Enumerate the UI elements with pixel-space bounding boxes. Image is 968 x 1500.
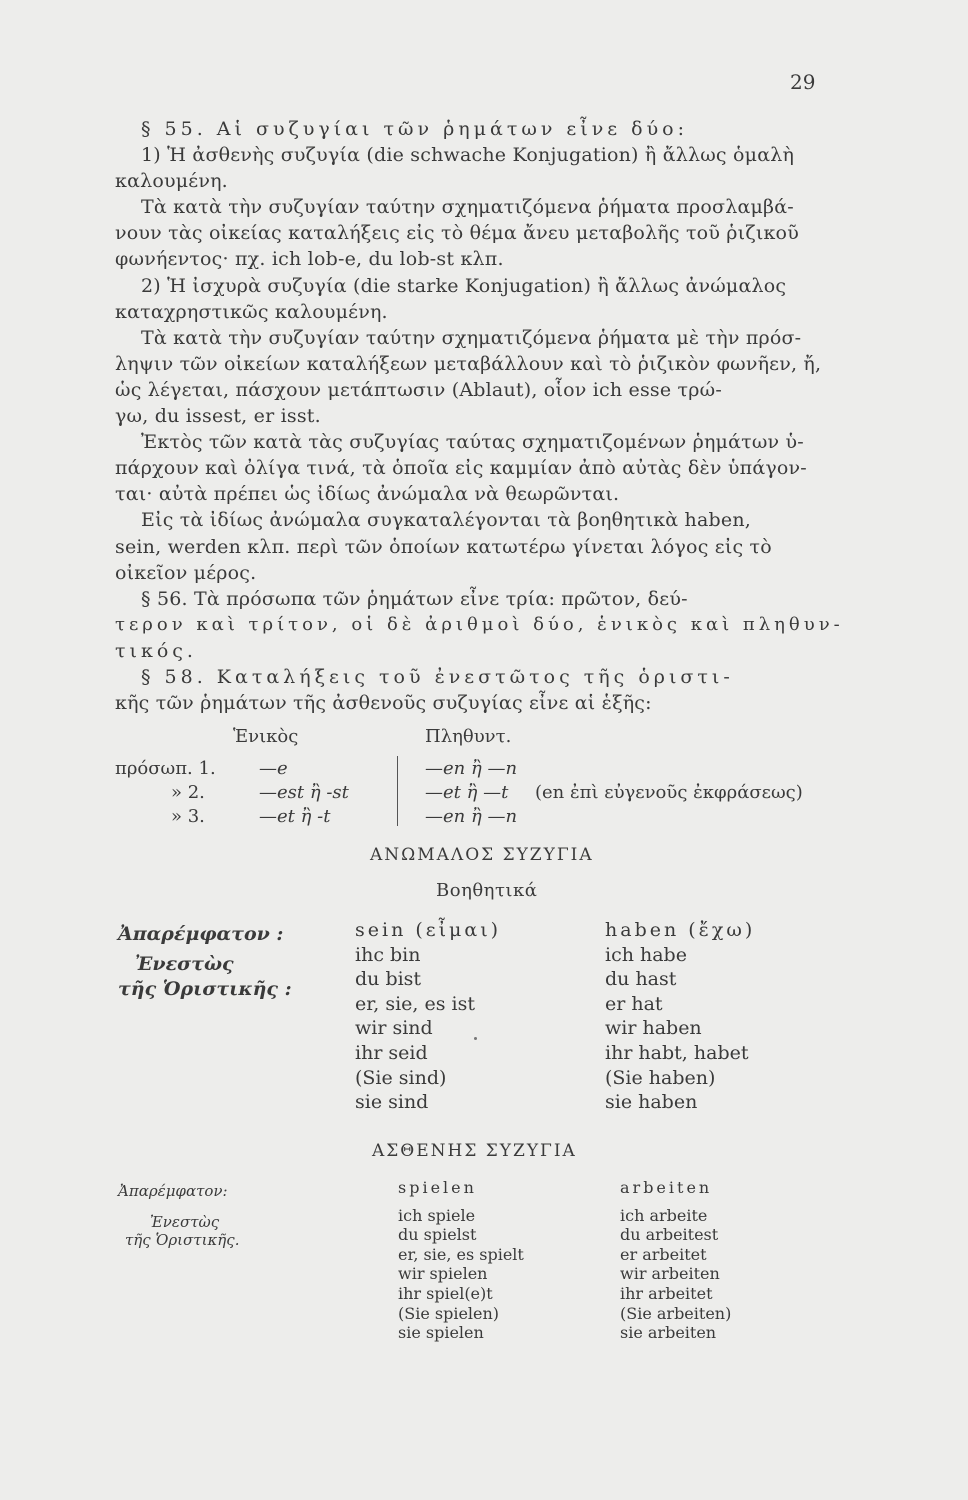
singular-header: Ἑνικὸς <box>233 726 299 747</box>
text-line: Τὰ κατὰ τὴν συζυγίαν ταύτην σχηματιζόμενα ῥήματα προσλαμβά- <box>141 196 794 219</box>
label-indicative: τῆς Ὁριστικῆς : <box>118 978 292 1000</box>
spielen-form: spielen <box>398 1178 477 1197</box>
arbeiten-column <box>620 1178 731 1343</box>
text-line: ληψιν τῶν οἰκείων καταλήξεων μεταβάλλουν καὶ τὸ ῥιζικὸν φωνῆεν, ἤ, <box>115 352 822 375</box>
sg-ending-3: —et ἢ -t <box>259 806 331 827</box>
spielen-form: du spielst <box>398 1225 477 1245</box>
haben-form: er hat <box>605 992 663 1015</box>
sg-ending-2: —est ἢ -st <box>259 782 349 803</box>
text-line: § 56. Τὰ πρόσωπα τῶν ῥημάτων εἶνε τρία: πρῶτον, δεύ- <box>141 587 688 610</box>
text-line: ται· αὐτὰ πρέπει ὡς ἰδίως ἀνώμαλα νὰ θεωρῶνται. <box>115 483 620 506</box>
text-line: § 55. Αἱ συζυγίαι τῶν ῥημάτων εἶνε δύο: <box>141 118 688 140</box>
person-1: πρόσωπ. 1. <box>115 758 216 779</box>
sein-form: sie sind <box>355 1091 429 1114</box>
arbeiten-form: wir arbeiten <box>620 1264 720 1284</box>
pl-ending-1: —en ἢ —n <box>425 758 518 779</box>
spielen-form: ihr spiel(e)t <box>398 1283 493 1303</box>
text-line: τερον καὶ τρίτον, οἱ δὲ ἀριθμοὶ δύο, ἑνικὸς καὶ πληθυν- <box>115 613 844 635</box>
pl-ending-3: —en ἢ —n <box>425 806 518 827</box>
text-line: 1) Ἡ ἀσθενὴς συζυγία (die schwache Konjugation) ἢ ἄλλως ὁμαλὴ <box>141 144 795 167</box>
grammar-text-block <box>115 116 855 716</box>
spielen-form: wir spielen <box>398 1264 488 1284</box>
haben-form: ich habe <box>605 943 687 966</box>
haben-form: ihr habt, habet <box>605 1041 749 1064</box>
weak-label-infinitive: Ἀπαρέμφατον: <box>118 1182 228 1200</box>
sein-form: (Sie sind) <box>355 1066 447 1089</box>
haben-column <box>605 918 755 1115</box>
text-line: ὡς λέγεται, πάσχουν μετάπτωσιν (Ablaut), οἷον ich esse τρώ- <box>115 378 722 401</box>
text-line: νουν τὰς οἰκείας καταλήξεις εἰς τὸ θέμα ἄνευ μεταβολῆς τοῦ ῥιζικοῦ <box>115 222 799 245</box>
text-line: Εἰς τὰ ἰδίως ἀνώμαλα συγκαταλέγονται τὰ βοηθητικὰ haben, <box>141 509 752 532</box>
arbeiten-form: ihr arbeitet <box>620 1283 713 1303</box>
spielen-form: sie spielen <box>398 1323 484 1343</box>
arbeiten-form: du arbeitest <box>620 1225 719 1245</box>
text-line: τικός. <box>115 639 197 662</box>
sein-form: ihc bin <box>355 943 421 966</box>
sein-column <box>355 918 501 1115</box>
haben-form: sie haben <box>605 1091 698 1114</box>
pl-ending-2: —et ἢ —t <box>425 782 509 803</box>
haben-form: (Sie haben) <box>605 1066 716 1089</box>
plural-header: Πληθυντ. <box>425 726 512 747</box>
text-line: οἰκεῖον μέρος. <box>115 561 257 584</box>
arbeiten-form: er arbeitet <box>620 1244 707 1264</box>
sein-form: du bist <box>355 968 422 991</box>
weak-label-present: Ἐνεστὼς <box>150 1213 220 1231</box>
label-infinitive: Ἀπαρέμφατον : <box>118 923 284 945</box>
arbeiten-form: ich arbeite <box>620 1205 708 1225</box>
haben-form: wir haben <box>605 1017 702 1040</box>
person-2: » 2. <box>171 782 205 803</box>
text-line: πάρχουν καὶ ὀλίγα τινά, τὰ ὁποῖα εἰς καμμίαν ἀπὸ αὐτὰς δὲν ὑπάγον- <box>115 457 807 480</box>
arbeiten-form: sie arbeiten <box>620 1323 717 1343</box>
spielen-form: ich spiele <box>398 1205 476 1225</box>
weak-title: ΑΣΘΕΝΗΣ ΣΥΖΥΓΙΑ <box>372 1141 577 1161</box>
arbeiten-form: (Sie arbeiten) <box>620 1303 732 1323</box>
text-line: § 58. Καταλήξεις τοῦ ἐνεστῶτος τῆς ὁριστι- <box>141 665 734 688</box>
person-3: » 3. <box>171 806 205 827</box>
sg-ending-1: —e <box>259 758 288 779</box>
table-divider <box>397 756 398 826</box>
page-number: 29 <box>790 70 816 94</box>
sein-form: wir sind <box>355 1017 433 1040</box>
text-line: καλουμένη. <box>115 170 228 193</box>
sein-form: er, sie, es ist <box>355 992 475 1015</box>
text-line: Ἐκτὸς τῶν κατὰ τὰς συζυγίας ταύτας σχηματιζομένων ῥημάτων ὑ- <box>141 431 804 454</box>
sein-form: ihr seid <box>355 1041 428 1064</box>
spielen-column <box>398 1178 524 1343</box>
anomalous-title: ΑΝΩΜΑΛΟΣ ΣΥΖΥΓΙΑ <box>370 845 594 865</box>
sein-form: sein (εἶμαι) <box>355 919 502 941</box>
haben-form: du hast <box>605 968 677 991</box>
text-line: φωνήεντος· πχ. ich lob-e, du lob-st κλπ. <box>115 248 504 271</box>
arbeiten-form: arbeiten <box>620 1178 713 1197</box>
text-line: κῆς τῶν ῥημάτων τῆς ἀσθενοῦς συζυγίας εἶνε αἱ ἑξῆς: <box>115 692 652 715</box>
haben-form: haben (ἔχω) <box>605 919 756 941</box>
ink-speck <box>474 1037 477 1040</box>
text-line: sein, werden κλπ. περὶ τῶν ὁποίων κατωτέρω γίνεται λόγος εἰς τὸ <box>115 535 772 558</box>
text-line: Τὰ κατὰ τὴν συζυγίαν ταύτην σχηματιζόμενα ῥήματα μὲ τὴν πρόσ- <box>141 326 802 349</box>
spielen-form: er, sie, es spielt <box>398 1244 524 1264</box>
label-present: Ἐνεστὼς <box>135 953 234 975</box>
text-line: γω, du issest, er isst. <box>115 405 321 428</box>
anomalous-subtitle: Βοηθητικά <box>436 880 538 901</box>
ending-note: (en ἐπὶ εὐγενοῦς ἐκφράσεως) <box>535 782 803 803</box>
text-line: καταχρηστικῶς καλουμένη. <box>115 300 388 323</box>
text-line: 2) Ἡ ἰσχυρὰ συζυγία (die starke Konjugation) ἢ ἄλλως ἀνώμαλος <box>141 274 787 297</box>
spielen-form: (Sie spielen) <box>398 1303 500 1323</box>
weak-label-indicative: τῆς Ὁριστικῆς. <box>125 1231 240 1249</box>
